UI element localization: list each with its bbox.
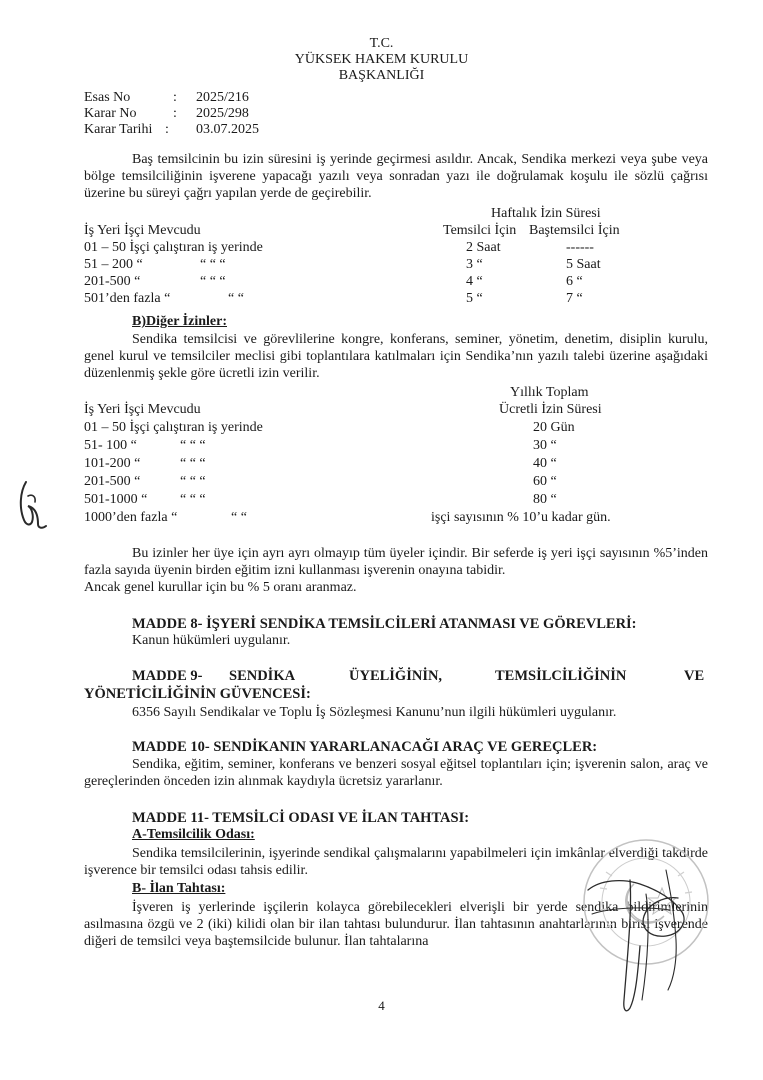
article-11-text-a: Sendika temsilcilerinin, işyerinde sendikal çalışmalarını yapabilmeleri için imkânlar elverdiği takdirde işverence bir temsilci odası tahsis edilir.	[84, 846, 708, 878]
table2-row-range: 501-1000 “	[84, 492, 148, 507]
table2-row-value: 20 Gün	[533, 420, 575, 435]
article-9-title-part: MADDE 9-	[132, 668, 203, 684]
table1-col2-header: Temsilci İçin	[443, 223, 517, 238]
table2-row-value: 30 “	[533, 438, 557, 453]
table1-row-temsilci: 5 “	[466, 291, 483, 306]
table2-row-value: 80 “	[533, 492, 557, 507]
margin-initial-mark	[16, 478, 50, 532]
table2-row-value: işçi sayısının % 10’u kadar gün.	[431, 510, 611, 525]
table1-row-ditto: “ “	[228, 291, 244, 306]
table2-header-top: Yıllık Toplam	[510, 385, 589, 400]
table1-header-top: Haftalık İzin Süresi	[491, 206, 601, 221]
header-office: BAŞKANLIĞI	[338, 68, 425, 83]
article-9-title-part: SENDİKA	[229, 668, 296, 684]
article-11-text-b: İşveren iş yerlerinde işçilerin kolayca görebilecekleri elverişli bir yerde sendika bildirimlerinin asılmasına özgü ve 2 (iki) kilidi olan bir ilan tahtası bulundurur. İlan tahtasının anahtarlarının birisi işverende diğeri de temsilci veya baştemsilcide bulunur. İlan tahtalarına	[84, 900, 708, 949]
table2-row-range: 101-200 “	[84, 456, 141, 471]
table2-col2-header: Ücretli İzin Süresi	[499, 402, 602, 417]
article-11-title: MADDE 11- TEMSİLCİ ODASI VE İLAN TAHTASI:	[132, 810, 470, 826]
table2-row-value: 40 “	[533, 456, 557, 471]
meta-value-esas: 2025/216	[196, 90, 249, 105]
table1-col3-header: Baştemsilci İçin	[529, 223, 620, 238]
meta-label-esas: Esas No	[84, 90, 131, 105]
header-institution: YÜKSEK HAKEM KURULU	[294, 52, 469, 67]
article-10-title: MADDE 10- SENDİKANIN YARARLANACAĞI ARAÇ VE GEREÇLER:	[132, 739, 598, 755]
table2-row-ditto: “ “ “	[180, 438, 206, 453]
table1-row-bas: 7 “	[566, 291, 583, 306]
table1-row-temsilci: 3 “	[466, 257, 483, 272]
table1-col1-header: İş Yeri İşçi Mevcudu	[84, 223, 201, 238]
table2-row-ditto: “ “ “	[180, 474, 206, 489]
table1-row-range: 501’den fazla “	[84, 291, 171, 306]
table1-row-ditto: “ “ “	[200, 274, 226, 289]
article-11-sub-a: A-Temsilcilik Odası:	[132, 827, 255, 842]
page-number: 4	[378, 998, 385, 1013]
table2-col1-header: İş Yeri İşçi Mevcudu	[84, 402, 201, 417]
table2-row-ditto: “ “	[231, 510, 247, 525]
table2-row-range: 201-500 “	[84, 474, 141, 489]
article-9-text: 6356 Sayılı Sendikalar ve Toplu İş Sözleşmesi Kanunu’nun ilgili hükümleri uygulanır.	[132, 705, 617, 720]
paragraph-general-assembly: Ancak genel kurullar için bu % 5 oranı aranmaz.	[84, 580, 357, 595]
table2-row-range: 1000’den fazla “	[84, 510, 178, 525]
article-9-title-part: TEMSİLCİLİĞİNİN	[495, 668, 627, 684]
table1-row-ditto: “ “ “	[200, 257, 226, 272]
article-9-title-part: VE	[684, 668, 705, 684]
meta-label-karar: Karar No	[84, 106, 137, 121]
meta-sep-esas: :	[173, 90, 177, 105]
article-8-text: Kanun hükümleri uygulanır.	[132, 633, 291, 648]
section-b-title: B)Diğer İzinler:	[132, 314, 227, 329]
table2-row-ditto: “ “ “	[180, 456, 206, 471]
article-8-title: MADDE 8- İŞYERİ SENDİKA TEMSİLCİLERİ ATANMASI VE GÖREVLERİ:	[132, 616, 637, 632]
meta-label-tarih: Karar Tarihi	[84, 122, 153, 137]
article-9-title-line2: YÖNETİCİLİĞİNİN GÜVENCESİ:	[84, 686, 311, 702]
header-tc: T.C.	[369, 36, 394, 51]
meta-value-tarih: 03.07.2025	[196, 122, 259, 137]
table2-row-value: 60 “	[533, 474, 557, 489]
article-10-text: Sendika, eğitim, seminer, konferans ve benzeri sosyal eğitsel toplantıları için; işverenin salon, araç ve gereçlerinden önceden izin alınmak kaydıyla ücretsiz yararlanır.	[84, 757, 708, 789]
table1-row-temsilci: 2 Saat	[466, 240, 501, 255]
section-b-text: Sendika temsilcisi ve görevlilerine kongre, konferans, seminer, yönetim, denetim, disiplin kurulu, genel kurul ve temsilciler meclisi gibi toplantılara katılmaları için Sendika’nın yazılı talebi üzerine aşağıdaki düzenlenmiş şekle göre ücretli izin verilir.	[84, 332, 708, 381]
table2-row-range: 51- 100 “	[84, 438, 137, 453]
meta-sep-karar: :	[173, 106, 177, 121]
article-11-sub-b: B- İlan Tahtası:	[132, 881, 226, 896]
meta-value-karar: 2025/298	[196, 106, 249, 121]
table2-row-ditto: “ “ “	[180, 492, 206, 507]
signature-mark	[570, 850, 730, 1020]
table2-row-range: 01 – 50 İşçi çalıştıran iş yerinde	[84, 420, 263, 435]
table1-row-bas: 5 Saat	[566, 257, 601, 272]
table1-row-range: 51 – 200 “	[84, 257, 143, 272]
table1-row-range: 201-500 “	[84, 274, 141, 289]
table1-row-temsilci: 4 “	[466, 274, 483, 289]
paragraph-leave-location: Baş temsilcinin bu izin süresini iş yerinde geçirmesi asıldır. Ancak, Sendika merkezi veya şube veya bölge temsilciliğinin işverene yapacağı yazılı veya sonradan yazı ile doğrulamak koşulu ile sözlü çağrısı üzerine bu süreyi çağrı yapılan yerde de geçirebilir.	[84, 152, 708, 201]
table1-row-bas: ------	[566, 240, 594, 255]
table1-row-range: 01 – 50 İşçi çalıştıran iş yerinde	[84, 240, 263, 255]
table1-row-bas: 6 “	[566, 274, 583, 289]
paragraph-training-leave: Bu izinler her üye için ayrı ayrı olmayıp tüm üyeler içindir. Bir seferde iş yeri işçi sayısının %5’inden fazla sayıda üyenin birden eğitim izni kullanması işverenin onayına tabidir.	[84, 546, 708, 578]
article-9-title-part: ÜYELİĞİNİN,	[349, 668, 443, 684]
meta-sep-tarih: :	[165, 122, 169, 137]
